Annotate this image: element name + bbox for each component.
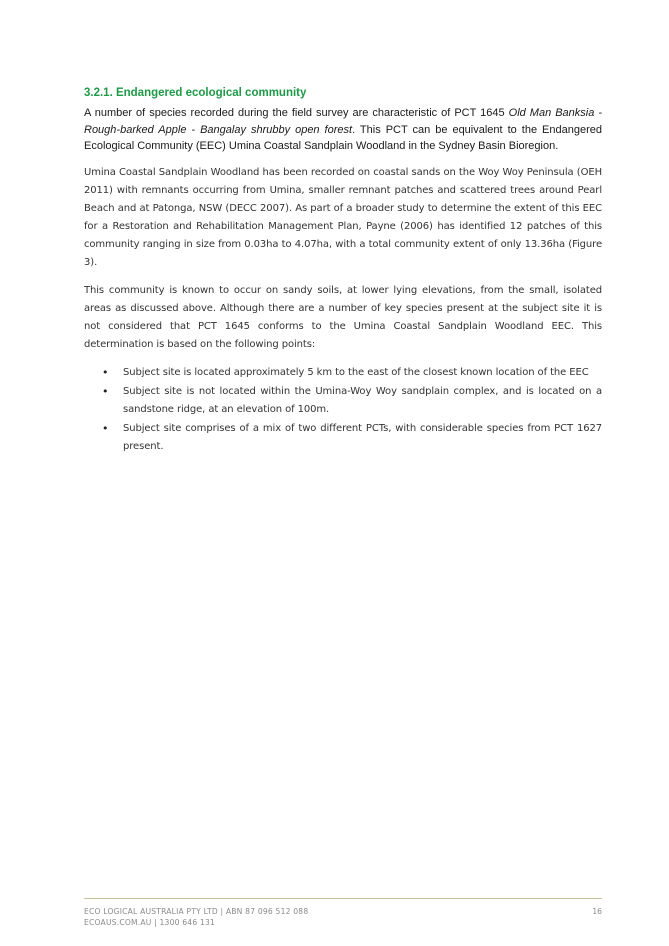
- footer-divider: [84, 898, 602, 899]
- list-item: [84, 383, 602, 419]
- list-item-text: Subject site is not located within the Umina-Woy Woy sandplain complex, and is located on a sandstone ridge, at an elevation of 100m.: [123, 385, 602, 415]
- determination-points-list: [84, 364, 602, 456]
- page-content: [84, 86, 602, 457]
- footer-company-info: [84, 906, 308, 928]
- list-item-text: Subject site comprises of a mix of two different PCTs, with considerable species from PCT 1627 present.: [123, 422, 602, 452]
- bullet-icon: •: [102, 365, 109, 379]
- footer-company-line: ECO LOGICAL AUSTRALIA PTY LTD | ABN 87 096 512 088: [84, 907, 309, 916]
- list-item: [84, 364, 602, 382]
- intro-pct-name: Old Man Banksia - Rough-barked Apple - Bangalay shrubby open forest: [84, 107, 602, 136]
- intro-paragraph: [84, 105, 602, 155]
- intro-text-start: A number of species recorded during the field survey are characteristic of PCT 1645: [84, 107, 509, 119]
- distribution-paragraph: Umina Coastal Sandplain Woodland has been recorded on coastal sands on the Woy Woy Peninsula (OEH 2011) with remnants occurring from Umina, smaller remnant patches and scattered trees around Pearl Beach and at Patonga, NSW (DECC 2007). As part of a broader study to determine the extent of this EEC for a Restoration and Rehabilitation Management Plan, Payne (2006) has identified 12 patches of this community ranging in size from 0.03ha to 4.07ha, with a total community extent of only 13.36ha (Figure 3).: [84, 166, 602, 268]
- list-item-text: Subject site is located approximately 5 km to the east of the closest known location of the EEC: [123, 366, 589, 378]
- section-heading: 3.2.1. Endangered ecological community: [84, 87, 307, 99]
- determination-paragraph: This community is known to occur on sandy soils, at lower lying elevations, from the small, isolated areas as discussed above. Although there are a number of key species present at the subject site it is not considered that PCT 1645 conforms to the Umina Coastal Sandplain Woodland EEC. This determination is based on the following points:: [84, 284, 602, 350]
- bullet-icon: •: [102, 384, 109, 398]
- list-item: [84, 420, 602, 456]
- page-number: 16: [592, 907, 602, 916]
- intro-text-end: . This PCT can be equivalent to the Endangered Ecological Community (EEC) Umina Coastal Sandplain Woodland in the Sydney Basin Bioregion.: [84, 123, 602, 152]
- footer-contact-line: ECOAUS.COM.AU | 1300 646 131: [84, 918, 216, 927]
- bullet-icon: •: [102, 421, 109, 435]
